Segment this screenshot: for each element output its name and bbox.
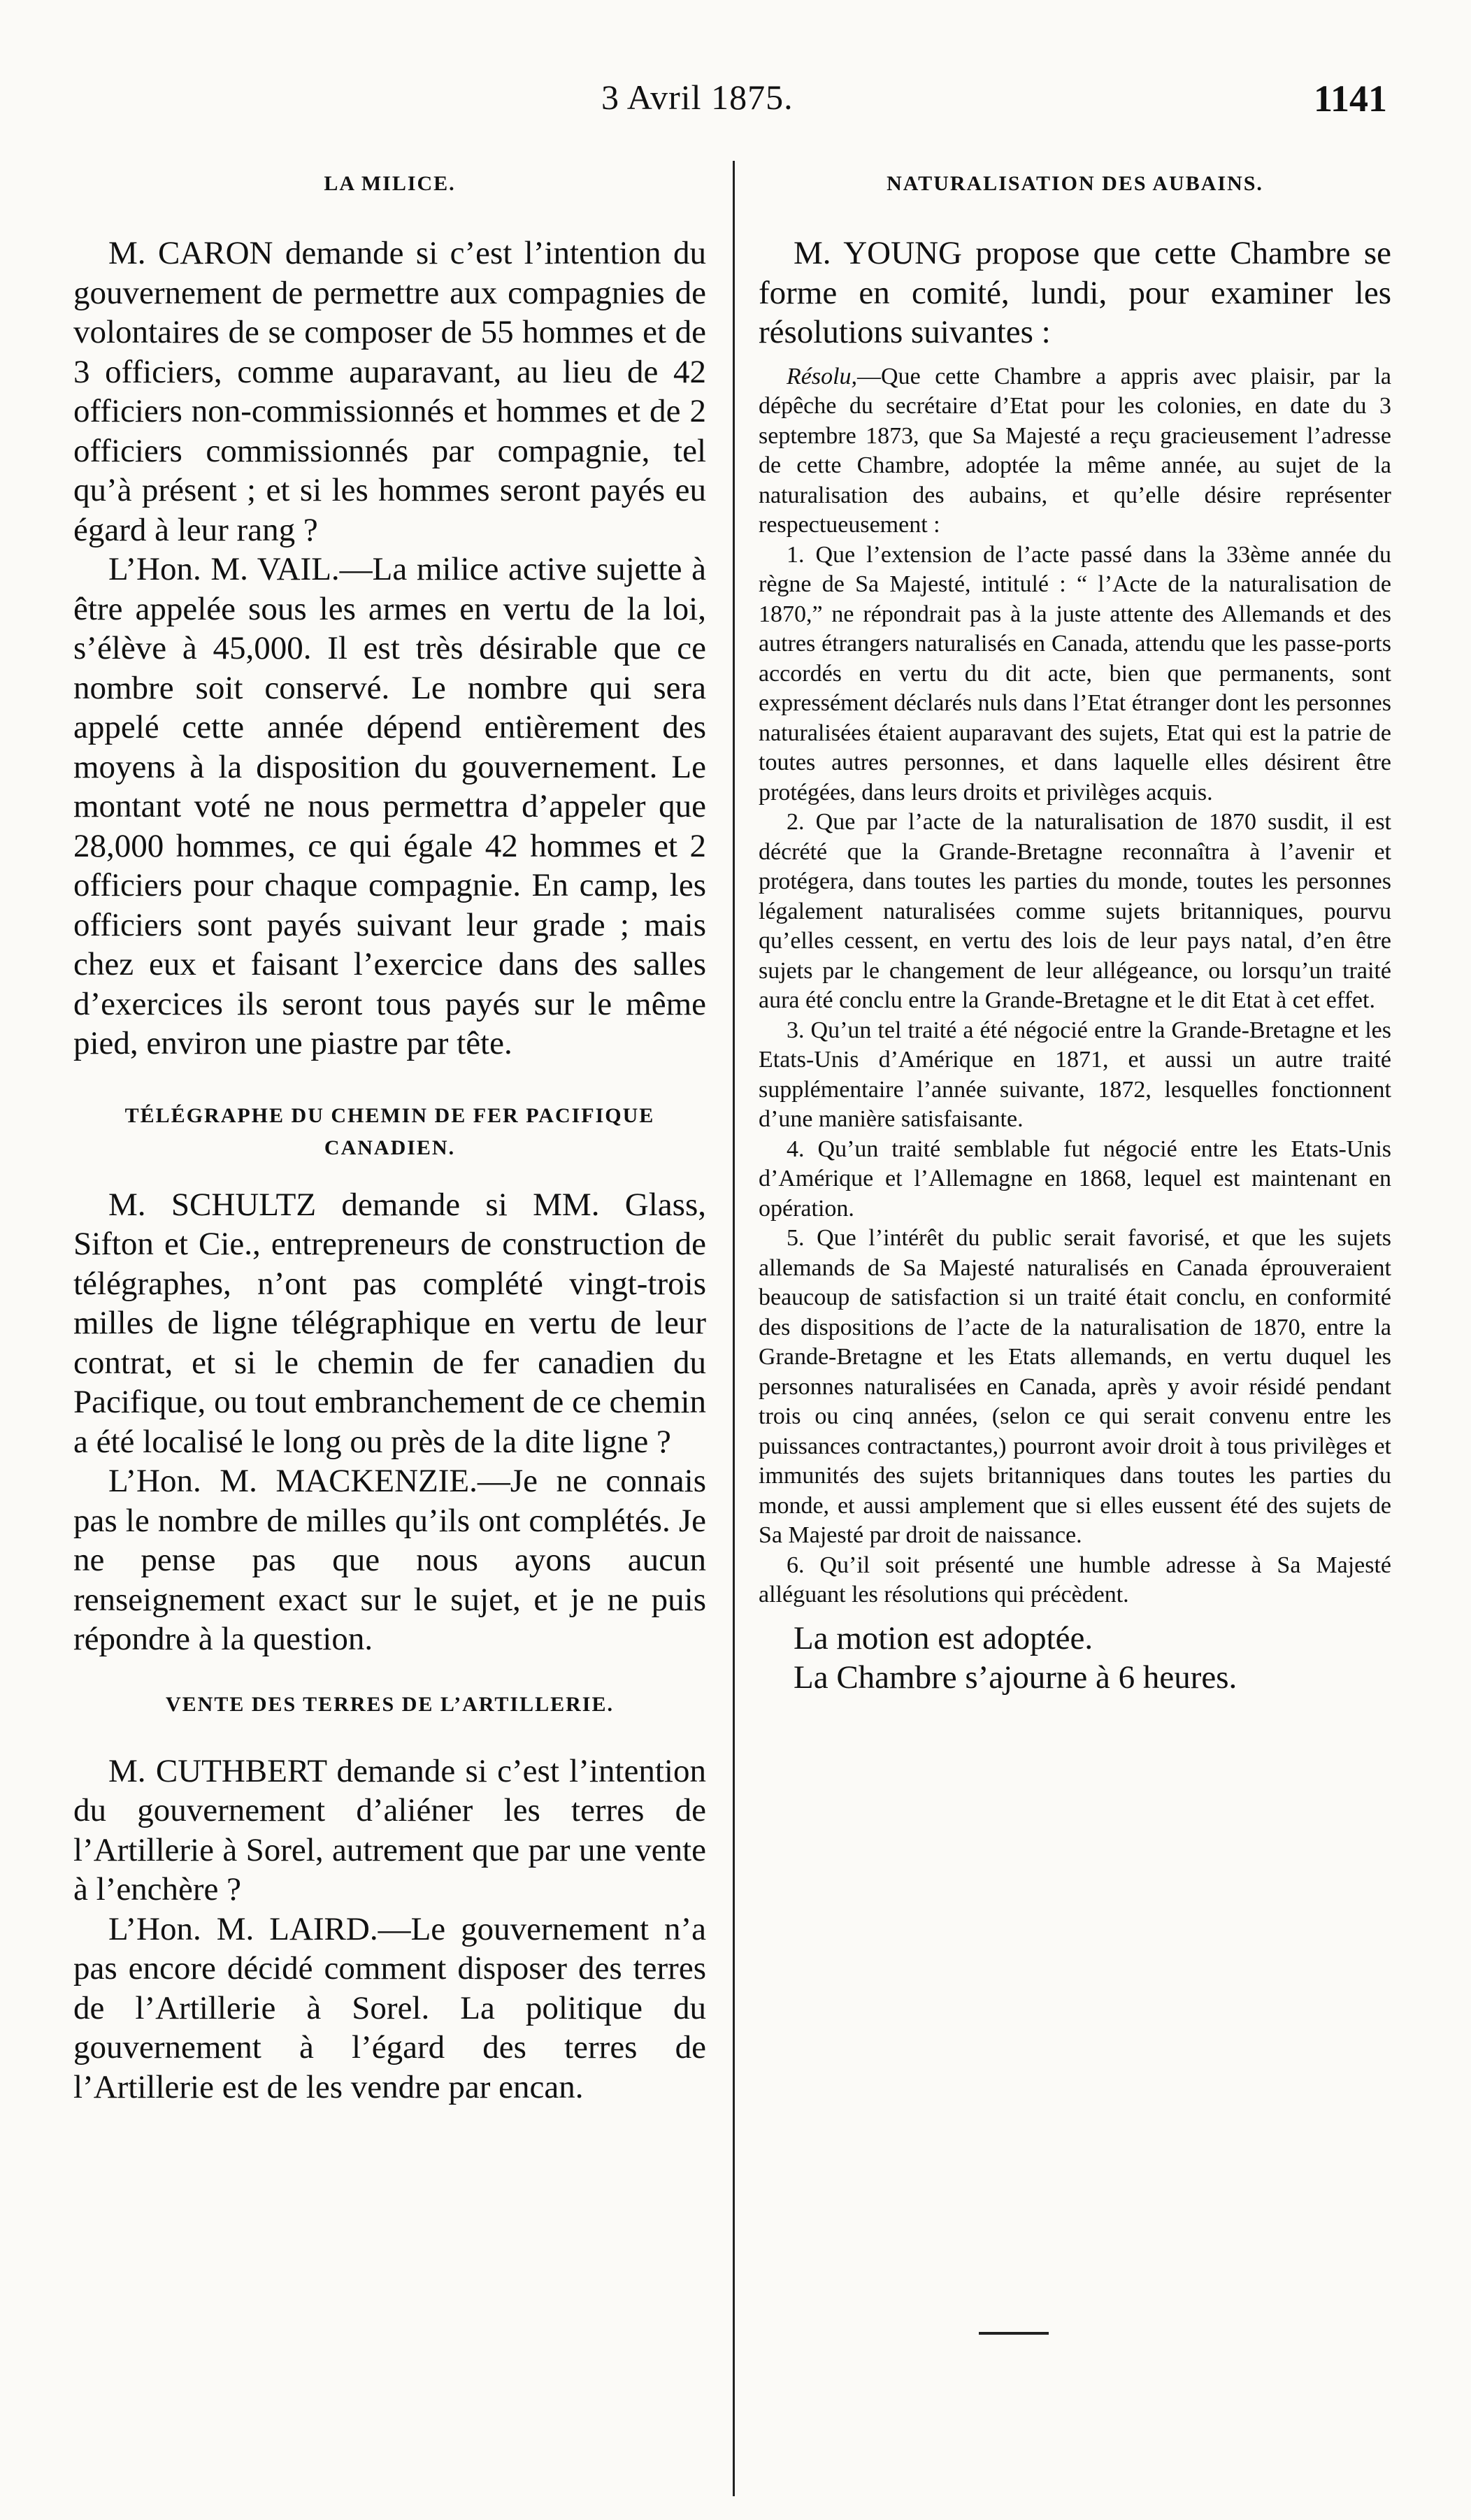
mackenzie-answer: L’Hon. M. MACKENZIE.—Je ne connais pas le nombre de milles qu’ils ont complétés. Je ne pense pas que nous ayons aucun renseignement exact sur le sujet, et je ne puis répondre à la question. <box>73 1463 706 1657</box>
section-heading-terres-artillerie: VENTE DES TERRES DE L’ARTILLERIE. <box>166 1692 614 1716</box>
left-column <box>73 168 706 2107</box>
page-number: 1141 <box>1313 78 1387 120</box>
page-date: 3 Avril 1875. <box>601 78 794 117</box>
resolution-item-5: 5. Que l’intérêt du public serait favorisé, et que les sujets allemands de Sa Majesté naturalisés en Canada éprouveraient beaucoup de satisfaction si un traité était conclu, en conformité des dispositions de l’acte de la naturalisation de 1870, entre la Grande-Bretagne et les Etats allemands, en vertu duquel les personnes naturalisées en Canada, après y avoir résidé pendant trois ou cinq années, (selon ce qui serait convenu entre les puissances contractantes,) pourront avoir droit à tous privilèges et immunités des sujets britanniques dans toutes les parties du monde, et aussi amplement que si elles eussent été des sujets de Sa Majesté par droit de naissance. <box>759 1225 1391 1548</box>
resolution-item-4: 4. Qu’un traité semblable fut négocié entre les Etats-Unis d’Amérique et l’Allemagne en 1868, lequel est maintenant en opération. <box>759 1136 1391 1222</box>
column-divider <box>733 161 735 2496</box>
vail-answer: L’Hon. M. VAIL.—La milice active sujette à être appelée sous les armes en vertu de la loi, s’élève à 45,000. Il est très désirable que ce nombre soit conservé. Le nombre qui sera appelé cette année dépend entièrement des moyens à la disposition du gouvernement. Le montant voté ne nous permettra d’appeler que 28,000 hommes, ce qui égale 42 hommes et 2 officiers pour chaque compagnie. En camp, les officiers sont payés suivant leur grade ; mais chez eux et faisant l’exercice dans des salles d’exercices ils seront tous payés sur le même pied, environ une piastre par tête. <box>73 551 706 1061</box>
section-heading-naturalisation: NATURALISATION DES AUBAINS. <box>887 172 1263 195</box>
schultz-question: M. SCHULTZ demande si MM. Glass, Sifton et Cie., entrepreneurs de construction de télégraphes, n’ont pas complété vingt-trois milles de ligne télégraphique en vertu de leur contrat, et si le chemin de fer canadien du Pacifique, ou tout embranchement de ce chemin a été localisé le long ou près de la dite ligne ? <box>73 1186 706 1460</box>
caron-question: M. CARON demande si c’est l’intention du gouvernement de permettre aux compagnies de volontaires de se composer de 55 hommes et de 3 officiers, comme auparavant, au lieu de 42 officiers non-commissionnés et hommes et de 2 officiers commissionnés par compagnie, tel qu’à présent ; et si les hommes seront payés eu égard à leur rang ? <box>73 235 706 548</box>
section-heading-telegraphe: TÉLÉGRAPHE DU CHEMIN DE FER PACIFIQUE CANADIEN. <box>124 1103 655 1159</box>
resolution-item-3: 3. Qu’un tel traité a été négocié entre la Grande-Bretagne et les Etats-Unis d’Amérique en 1871, et aussi un autre traité supplémentaire l’année suivante, 1872, lesquelles fonctionnent d’une manière satisfaisante. <box>759 1017 1391 1132</box>
resolution-preamble <box>759 362 1391 540</box>
resolution-item-2: 2. Que par l’acte de la naturalisation de 1870 susdit, il est décrété que la Grande-Bretagne reconnaîtra à l’avenir et protégera, dans toutes les parties du monde, toutes les personnes légalement naturalisées comme sujets britanniques, pourvu qu’elles cessent, en vertu des lois de leur pays natal, d’en être sujets par le changement de leur allégeance, ou lorsqu’un traité aura été conclu entre la Grande-Bretagne et le dit Etat à cet effet. <box>759 809 1391 1013</box>
motion-adopted: La motion est adoptée. <box>794 1619 1093 1656</box>
cuthbert-question: M. CUTHBERT demande si c’est l’intention du gouvernement d’aliéner les terres de l’Artillerie à Sorel, autrement que par une vente à l’enchère ? <box>73 1752 706 1907</box>
laird-answer: L’Hon. M. LAIRD.—Le gouvernement n’a pas encore décidé comment disposer des terres de l’Artillerie à Sorel. La politique du gouvernement à l’égard des terres de l’Artillerie est de les vendre par encan. <box>73 1910 706 2105</box>
young-motion: M. YOUNG propose que cette Chambre se forme en comité, lundi, pour examiner les résolutions suivantes : <box>759 235 1391 350</box>
page-header <box>0 77 1471 133</box>
resolu-label: Résolu, <box>787 363 858 389</box>
right-column <box>759 168 1391 1698</box>
section-heading-milice: LA MILICE. <box>324 172 456 195</box>
end-rule <box>979 2332 1049 2335</box>
resolution-item-6: 6. Qu’il soit présenté une humble adresse à Sa Majesté alléguant les résolutions qui précèdent. <box>759 1552 1391 1608</box>
resolution-item-1: 1. Que l’extension de l’acte passé dans la 33ème année du règne de Sa Majesté, intitulé : “ l’Acte de la naturalisation de 1870,” ne répondrait pas à la juste attente des Allemands et des autres étrangers naturalisés en Canada, attendu que les passe-ports accordés en vertu du dit acte, bien que permanents, sont expressément déclarés nuls dans l’Etat étranger dont les personnes naturalisées étaient auparavant des sujets, Etat qui est la patrie de toutes autres personnes, et dans laquelle elles désirent être protégées, dans leurs droits et privilèges acquis. <box>759 541 1391 806</box>
chamber-adjourns: La Chambre s’ajourne à 6 heures. <box>794 1659 1237 1696</box>
resolu-text: —Que cette Chambre a appris avec plaisir, par la dépêche du secrétaire d’Etat pour les colonies, en date du 3 septembre 1873, que Sa Majesté a reçu gracieusement l’adresse de cette Chambre, adoptée la même année, au sujet de la naturalisation des aubains, et qu’elle désire représenter respectueusement : <box>759 363 1391 538</box>
